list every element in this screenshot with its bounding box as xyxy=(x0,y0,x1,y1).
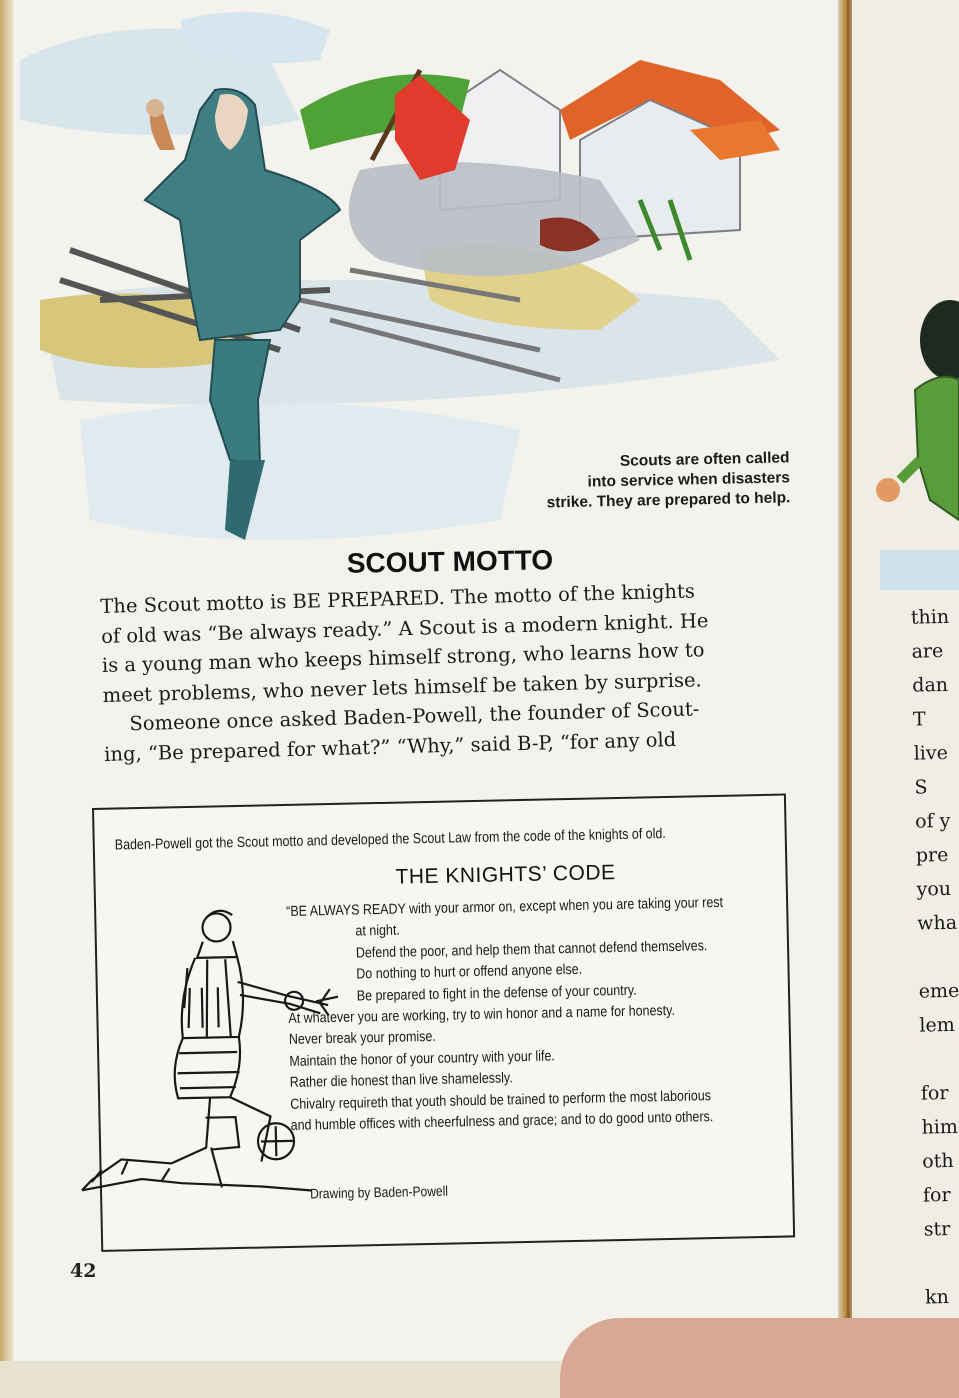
code-line: Maintain the honor of your country with your life. xyxy=(289,1048,555,1070)
body-line: Someone once asked Baden-Powell, the founder of Scout- xyxy=(129,697,700,736)
knights-code-heading: THE KNIGHTS’ CODE xyxy=(395,861,616,889)
fragment-line: lem xyxy=(919,1013,955,1037)
fragment-line xyxy=(920,1041,959,1076)
fragment-line: kn xyxy=(924,1286,950,1309)
fragment-line: wha xyxy=(917,911,958,935)
fragment-line xyxy=(924,1245,959,1280)
fragment-line: str xyxy=(923,1218,951,1241)
body-line: ing, “Be prepared for what?” “Why,” said B-P, “for any old xyxy=(103,727,677,766)
fragment-line: you xyxy=(916,877,952,901)
body-line: is a young man who keeps himself strong, who learns how to xyxy=(101,638,705,677)
code-line: “BE ALWAYS READY with your armor on, except when you are taking your rest xyxy=(286,894,724,920)
fragment-line: for xyxy=(920,1082,949,1105)
box-intro: Baden-Powell got the Scout motto and developed the Scout Law from the code of the knights of old. xyxy=(114,825,666,854)
code-line: Be prepared to fight in the defense of your country. xyxy=(356,982,637,1005)
thumb xyxy=(560,1318,959,1398)
caption-line: Scouts are often called xyxy=(619,449,790,470)
knights-code-lines xyxy=(286,893,738,1138)
fragment-line: are xyxy=(911,640,944,663)
fragment-line: S xyxy=(914,776,928,799)
fragment-line: of y xyxy=(914,809,951,833)
drawing-credit: Drawing by Baden-Powell xyxy=(309,1182,449,1202)
body-line: of old was “Be always ready.” A Scout is a modern knight. He xyxy=(100,608,709,648)
code-line: and humble offices with cheerfulness and grace; and to do good unto others. xyxy=(290,1109,714,1134)
body-line: meet problems, who never lets himself be taken by surprise. xyxy=(102,667,702,707)
right-page-illustration xyxy=(860,280,959,600)
fragment-line xyxy=(918,939,959,974)
caption-line: strike. They are prepared to help. xyxy=(546,489,791,512)
knights-code-box xyxy=(92,793,795,1251)
caption-line: into service when disasters xyxy=(587,469,791,491)
code-line: Do nothing to hurt or offend anyone else. xyxy=(356,961,583,983)
page-number: 42 xyxy=(70,1260,97,1282)
code-line: Defend the poor, and help them that cannot defend themselves. xyxy=(355,937,708,962)
section-title: SCOUT MOTTO xyxy=(346,544,554,579)
fragment-line: T xyxy=(912,708,926,731)
fragment-line: him xyxy=(921,1115,959,1139)
code-line: Rather die honest than live shamelessly. xyxy=(289,1070,513,1092)
body-paragraph xyxy=(100,574,804,769)
fragment-line: oth xyxy=(922,1149,954,1173)
illustration-caption xyxy=(439,448,790,515)
fragment-line: pre xyxy=(915,843,949,867)
code-line: Never break your promise. xyxy=(288,1029,436,1049)
code-line: at night. xyxy=(355,922,400,940)
fragment-line: thin xyxy=(910,605,950,629)
fragment-line: dan xyxy=(912,673,949,697)
body-line: The Scout motto is BE PREPARED. The motto of the knights xyxy=(100,579,696,618)
fragment-line: eme xyxy=(918,979,959,1003)
code-line: Chivalry requireth that youth should be trained to perform the most laborious xyxy=(290,1087,712,1113)
fragment-line: for xyxy=(922,1184,951,1207)
fragment-line: live xyxy=(913,741,949,765)
code-line: At whatever you are working, try to win honor and a name for honesty. xyxy=(288,1002,676,1027)
